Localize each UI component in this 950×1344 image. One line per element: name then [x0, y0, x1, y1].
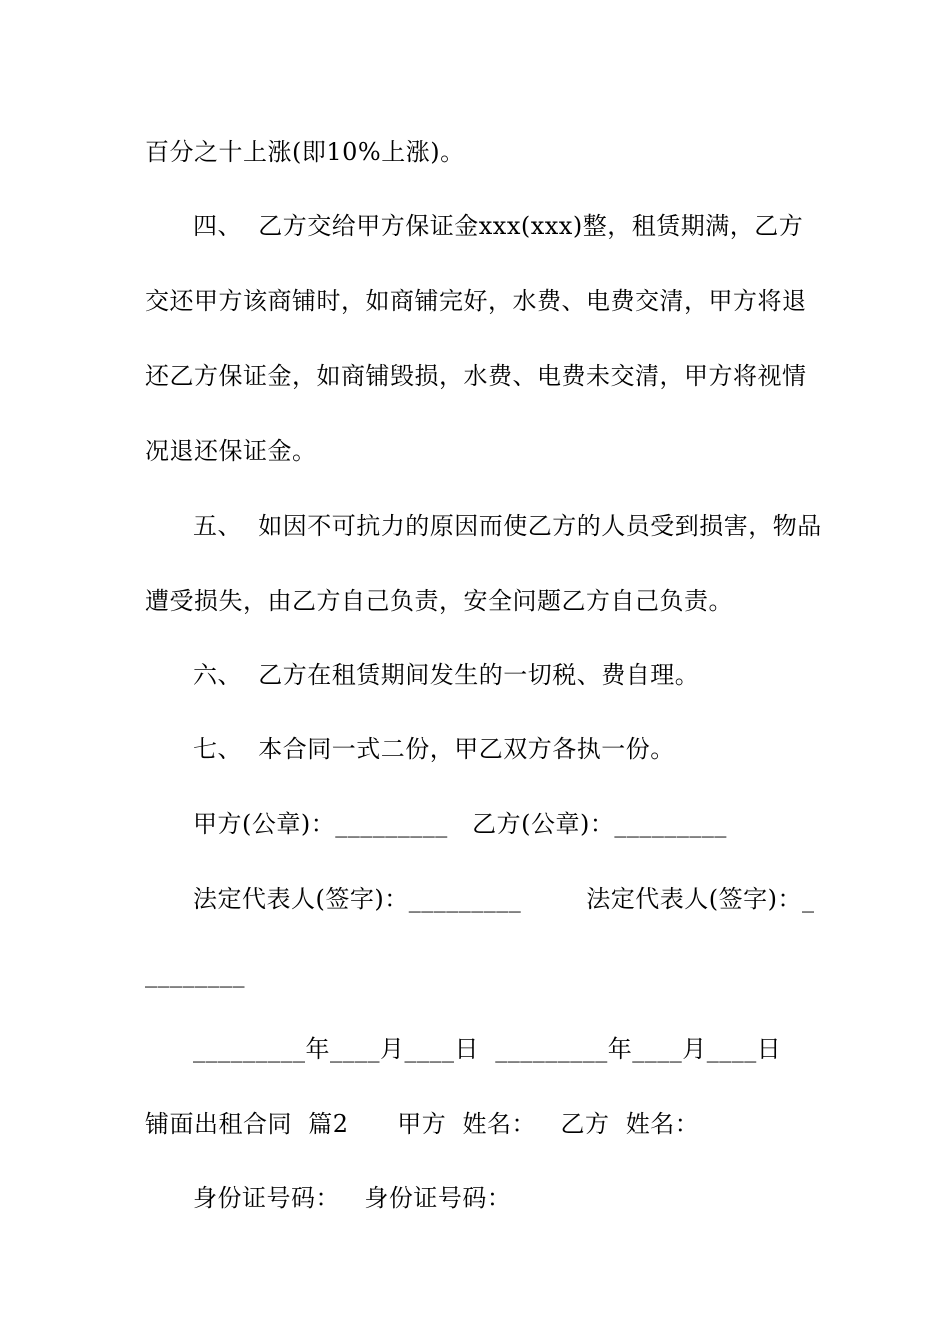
text-line-8: 六、 乙方在租赁期间发生的一切税、费自理。 [193, 661, 700, 689]
text-line-9: 七、 本合同一式二份，甲乙双方各执一份。 [193, 735, 675, 763]
text-line-2: 四、 乙方交给甲方保证金xxx(xxx)整，租赁期满，乙方 [193, 212, 804, 240]
text-line-1: 百分之十上涨(即10%上涨)。 [145, 138, 465, 166]
text-line-6: 五、 如因不可抗力的原因而使乙方的人员受到损害，物品 [193, 512, 822, 540]
text-line-5: 况退还保证金。 [145, 437, 317, 465]
text-line-4: 还乙方保证金，如商铺毁损，水费、电费未交清，甲方将视情 [145, 362, 807, 390]
text-line-13: _________年____月____日 _________年____月____日 [193, 1035, 782, 1063]
text-line-7: 遭受损失，由乙方自己负责，安全问题乙方自己负责。 [145, 587, 733, 615]
text-line-10: 甲方(公章)：_________ 乙方(公章)：_________ [193, 810, 727, 838]
text-line-3: 交还甲方该商铺时，如商铺完好，水费、电费交清，甲方将退 [145, 287, 807, 315]
text-line-14: 铺面出租合同 篇2 甲方 姓名： 乙方 姓名： [145, 1110, 700, 1138]
text-line-11: 法定代表人(签字)：_________ 法定代表人(签字)：_ [193, 885, 815, 913]
text-line-15: 身份证号码： 身份证号码： [193, 1184, 512, 1212]
text-line-12: ________ [145, 960, 245, 988]
